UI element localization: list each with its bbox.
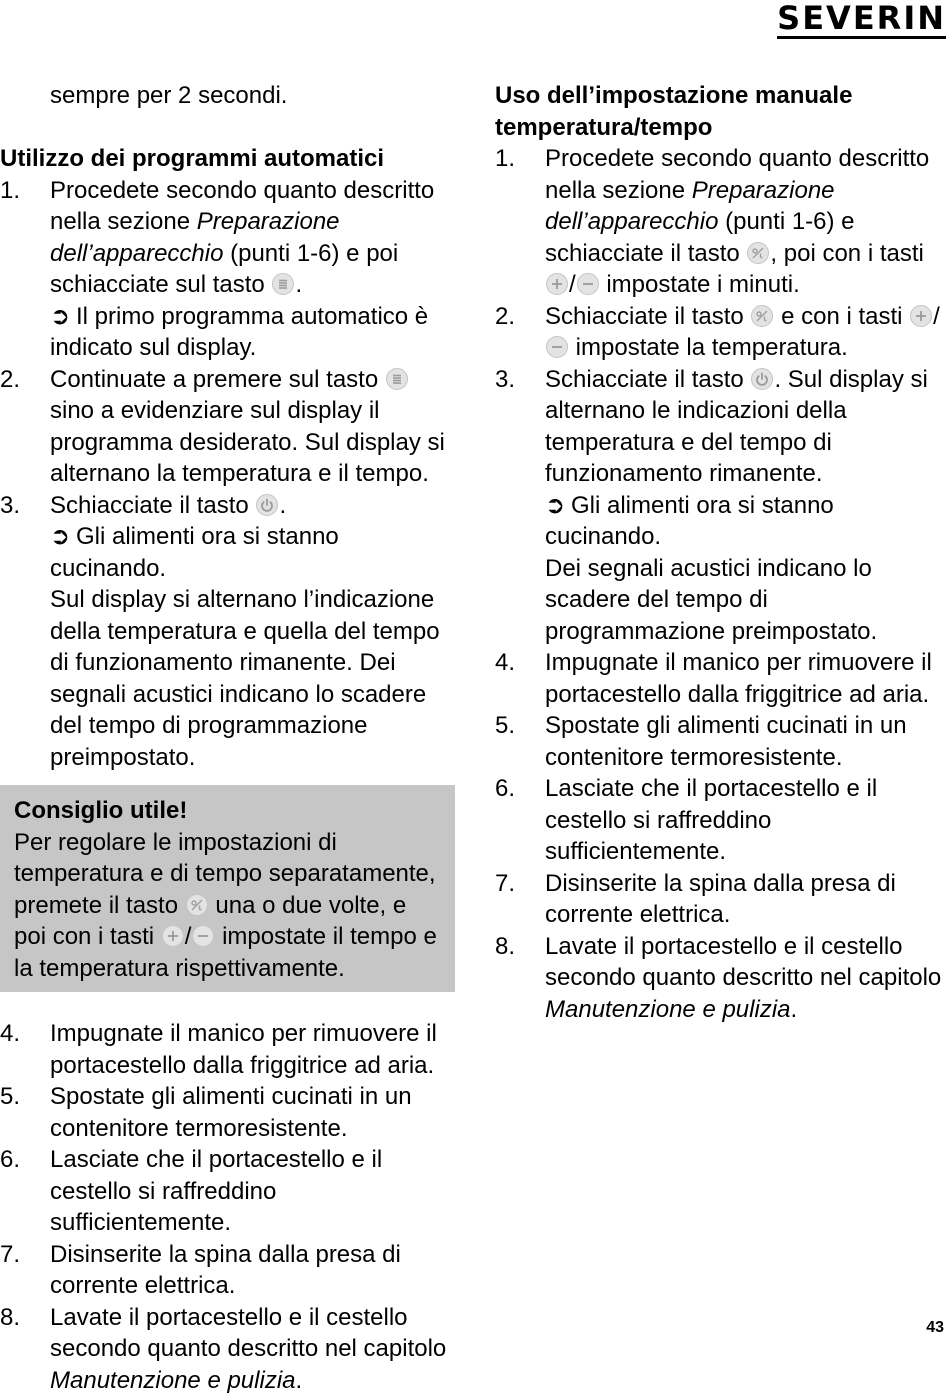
list-item <box>495 931 947 1026</box>
power-button-icon <box>256 494 278 516</box>
time-temperature-button-icon <box>751 305 773 327</box>
step-number: 7. <box>0 1239 20 1271</box>
result-text: Gli alimenti ora si stanno cucinando. <box>50 523 339 582</box>
list-item <box>0 1302 455 1396</box>
step-number: 6. <box>495 773 515 805</box>
step-text: Disinserite la spina dalla presa di corrente elettrica. <box>50 1241 401 1300</box>
section-reference: Preparazione dell’apparecchio <box>50 208 340 267</box>
step-text: Procedete secondo quanto descritto nella sezione <box>50 177 434 236</box>
step-number: 5. <box>0 1081 20 1113</box>
list-item <box>0 1081 455 1144</box>
step-number: 8. <box>495 931 515 963</box>
manual-settings-heading: Uso dell’impostazione manuale temperatura/tempo <box>495 80 947 143</box>
step-text: e con i tasti <box>774 303 909 330</box>
step-number: 3. <box>0 490 20 522</box>
menu-button-icon <box>386 368 408 390</box>
step-text: Impugnate il manico per rimuovere il portacestello dalla friggitrice ad aria. <box>545 649 932 708</box>
plus-button-icon <box>546 273 568 295</box>
step-text: Schiacciate il tasto <box>545 303 750 330</box>
result-text: Gli alimenti ora si stanno cucinando. <box>545 492 834 551</box>
step-number: 2. <box>0 364 20 396</box>
step-text: . <box>279 492 286 519</box>
step-text: Lavate il portacestello e il cestello secondo quanto descritto nel capitolo <box>50 1304 446 1363</box>
auto-programs-heading: Utilizzo dei programmi automatici <box>0 143 455 175</box>
list-item <box>495 364 947 648</box>
step-text: Disinserite la spina dalla presa di corrente elettrica. <box>545 870 896 929</box>
list-item <box>0 490 455 774</box>
step-text: Procedete secondo quanto descritto nella sezione <box>545 145 929 204</box>
step-text: Impugnate il manico per rimuovere il portacestello dalla friggitrice ad aria. <box>50 1020 437 1079</box>
result-line <box>50 521 455 584</box>
tip-text-part: una o due volte, e poi con i tasti <box>14 892 406 951</box>
chapter-reference: Manutenzione e pulizia <box>50 1367 296 1394</box>
time-temperature-button-icon <box>747 242 769 264</box>
step-number: 5. <box>495 710 515 742</box>
step-text: impostate i minuti. <box>600 271 800 298</box>
result-detail: Sul display si alternano l’indicazione della temperatura e quella del tempo di funzionamento rimanente. Dei segnali acustici indicano lo scadere del tempo di programmazione preimpostato. <box>50 584 455 773</box>
step-text: . Sul display si alternano le indicazioni della temperatura e del tempo di funzionamento rimanente. <box>545 366 928 488</box>
step-number: 1. <box>495 143 515 175</box>
list-item <box>495 710 947 773</box>
intro-tail-text: sempre per 2 secondi. <box>0 80 455 112</box>
list-item <box>0 1018 455 1081</box>
result-line <box>545 490 947 553</box>
time-temperature-button-icon <box>186 894 208 916</box>
result-arrow-icon: ➲ <box>50 301 76 333</box>
list-item <box>495 301 947 364</box>
auto-programs-steps <box>0 175 455 774</box>
result-line <box>50 301 455 364</box>
plus-button-icon <box>910 305 932 327</box>
list-item <box>495 647 947 710</box>
step-number: 8. <box>0 1302 20 1334</box>
step-text: sino a evidenziare sul display il programma desiderato. Sul display si alternano la temperatura e il tempo. <box>50 397 445 487</box>
final-steps-list <box>0 1018 455 1396</box>
minus-button-icon <box>577 273 599 295</box>
result-arrow-icon: ➲ <box>50 521 76 553</box>
step-number: 3. <box>495 364 515 396</box>
menu-button-icon <box>272 273 294 295</box>
step-text: Lasciate che il portacestello e il cestello si raffreddino sufficientemente. <box>545 775 877 865</box>
list-item <box>495 143 947 301</box>
step-text: Schiacciate il tasto <box>50 492 255 519</box>
list-item <box>495 868 947 931</box>
left-column <box>0 80 455 1396</box>
step-number: 2. <box>495 301 515 333</box>
step-text: (punti 1-6) e poi schiacciate sul tasto <box>50 240 398 299</box>
separator: / <box>185 923 192 950</box>
tip-text-part: impostate il tempo e la temperatura rispettivamente. <box>14 923 437 982</box>
separator: / <box>569 271 576 298</box>
step-text: Spostate gli alimenti cucinati in un contenitore termoresistente. <box>545 712 907 771</box>
step-text: Schiacciate il tasto <box>545 366 750 393</box>
right-column <box>495 80 947 1025</box>
step-text: Lavate il portacestello e il cestello secondo quanto descritto nel capitolo <box>545 933 941 992</box>
step-text: impostate la temperatura. <box>569 334 848 361</box>
step-text: . <box>791 996 798 1023</box>
step-number: 6. <box>0 1144 20 1176</box>
step-number: 4. <box>495 647 515 679</box>
tip-text <box>14 827 441 985</box>
tip-title: Consiglio utile! <box>14 795 441 827</box>
list-item <box>0 1144 455 1239</box>
step-text: Lasciate che il portacestello e il cestello si raffreddino sufficientemente. <box>50 1146 382 1236</box>
step-text: , poi con i tasti <box>770 240 923 267</box>
list-item <box>0 175 455 364</box>
plus-button-icon <box>162 925 184 947</box>
list-item <box>495 773 947 868</box>
list-item <box>0 364 455 490</box>
result-text: Il primo programma automatico è indicato sul display. <box>50 303 428 362</box>
tip-box <box>0 785 455 992</box>
power-button-icon <box>751 368 773 390</box>
minus-button-icon <box>546 336 568 358</box>
step-number: 4. <box>0 1018 20 1050</box>
tip-text-part: Per regolare le impostazioni di temperatura e di tempo separatamente, premete il tasto <box>14 829 436 919</box>
step-text: (punti 1-6) e schiacciate il tasto <box>545 208 855 267</box>
brand-logo: SEVERIN <box>777 0 946 39</box>
manual-steps-list <box>495 143 947 1025</box>
step-text: Spostate gli alimenti cucinati in un contenitore termoresistente. <box>50 1083 412 1142</box>
chapter-reference: Manutenzione e pulizia <box>545 996 791 1023</box>
result-arrow-icon: ➲ <box>545 490 571 522</box>
step-text: . <box>296 1367 303 1394</box>
section-reference: Preparazione dell’apparecchio <box>545 177 835 236</box>
step-text: . <box>295 271 302 298</box>
step-number: 1. <box>0 175 20 207</box>
separator: / <box>933 303 940 330</box>
minus-button-icon <box>192 925 214 947</box>
step-text: Continuate a premere sul tasto <box>50 366 385 393</box>
list-item <box>0 1239 455 1302</box>
page-number: 43 <box>926 1318 944 1338</box>
result-detail: Dei segnali acustici indicano lo scadere del tempo di programmazione preimpostato. <box>545 553 947 648</box>
step-number: 7. <box>495 868 515 900</box>
